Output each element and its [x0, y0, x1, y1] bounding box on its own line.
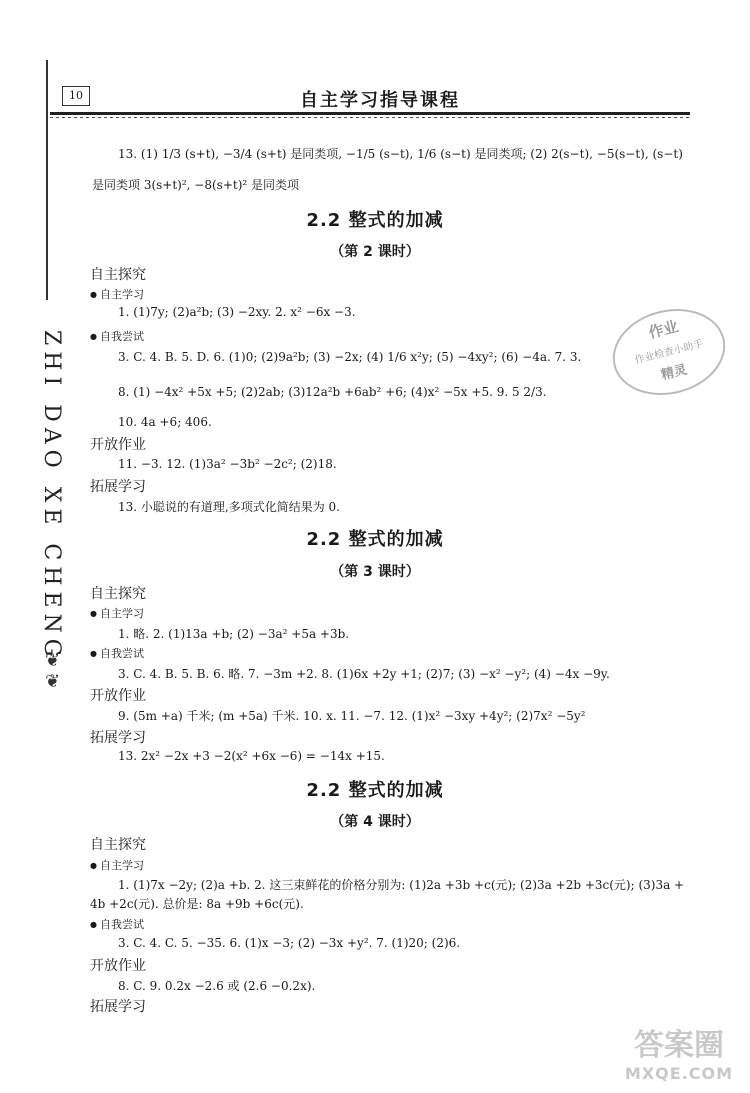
answer-line: 13. (1) 1/3 (s+t), −3/4 (s+t) 是同类项, −1/5 (s−t), 1/6 (s−t) 是同类项; (2) 2(s−t), −5(s−t), (s−t) [118, 147, 683, 161]
lesson-title: 2.2 整式的加减 [306, 210, 444, 231]
lesson-subtitle: （第 2 课时） [330, 244, 420, 260]
subsection-heading: ● 自主学习 [90, 605, 144, 621]
answer-line: 1. (1)7y; (2)a²b; (3) −2xy. 2. x² −6x −3. [118, 305, 356, 319]
lesson-subtitle: （第 4 课时） [330, 814, 420, 830]
stamp-line: 精灵 [659, 362, 689, 384]
ornament-icon: ❦❦ [42, 650, 63, 692]
watermark [614, 1020, 744, 1083]
margin-rule [46, 60, 48, 300]
answer-line: 1. (1)7x −2y; (2)a +b. 2. 这三束鲜花的价格分别为: (1)2a +3b +c(元); (2)3a +2b +3c(元); (3)3a + [118, 878, 685, 892]
section-heading: 拓展学习 [90, 730, 146, 746]
section-heading: 自主探究 [90, 267, 146, 283]
section-heading: 自主探究 [90, 837, 146, 853]
subsection-heading: ● 自主学习 [90, 857, 144, 873]
homework-stamp [604, 297, 735, 406]
watermark-line: 答案圈 [634, 1028, 724, 1063]
lesson-title: 2.2 整式的加减 [306, 780, 444, 801]
answer-line: 是同类项 3(s+t)², −8(s+t)² 是同类项 [92, 178, 300, 192]
answer-line: 4b +2c(元). 总价是: 8a +9b +6c(元). [90, 897, 304, 911]
answer-line: 8. C. 9. 0.2x −2.6 或 (2.6 −0.2x). [118, 979, 316, 993]
answer-line: 3. C. 4. B. 5. D. 6. (1)0; (2)9a²b; (3) −2x; (4) 1/6 x²y; (5) −4xy²; (6) −4a. 7. 3. [118, 350, 582, 364]
subsection-heading: ● 自我尝试 [90, 645, 144, 661]
answer-line: 8. (1) −4x² +5x +5; (2)2ab; (3)12a²b +6ab² +6; (4)x² −5x +5. 9. 5 2/3. [118, 385, 547, 399]
answer-line: 13. 小聪说的有道理,多项式化简结果为 0. [118, 500, 340, 514]
stamp-line: 作业 [646, 317, 681, 343]
page-number: 10 [62, 86, 90, 106]
section-heading: 拓展学习 [90, 999, 146, 1015]
header-rule-dotted [50, 117, 690, 118]
answer-line: 10. 4a +6; 406. [118, 415, 212, 429]
answer-line: 11. −3. 12. (1)3a² −3b² −2c²; (2)18. [118, 457, 337, 471]
section-heading: 开放作业 [90, 958, 146, 974]
answer-line: 9. (5m +a) 千米; (m +5a) 千米. 10. x. 11. −7. 12. (1)x² −3xy +4y²; (2)7x² −5y² [118, 709, 586, 723]
section-heading: 开放作业 [90, 688, 146, 704]
stamp-line: 作业检查小助手 [633, 338, 705, 367]
subsection-heading: ● 自我尝试 [90, 916, 144, 932]
answer-line: 3. C. 4. B. 5. B. 6. 略. 7. −3m +2. 8. (1)6x +2y +1; (2)7; (3) −x² −y²; (4) −4x −9y. [118, 667, 610, 681]
side-text: ZHI DAO XE CHENG [39, 330, 64, 663]
header-title: 自主学习指导课程 [300, 90, 460, 111]
lesson-subtitle: （第 3 课时） [330, 564, 420, 580]
answer-line: 13. 2x² −2x +3 −2(x² +6x −6) = −14x +15. [118, 749, 385, 763]
subsection-heading: ● 自主学习 [90, 286, 144, 302]
watermark-line: MXQE.COM [624, 1064, 734, 1083]
section-heading: 拓展学习 [90, 479, 146, 495]
section-heading: 开放作业 [90, 437, 146, 453]
answer-line: 3. C. 4. C. 5. −35. 6. (1)x −3; (2) −3x +y². 7. (1)20; (2)6. [118, 936, 461, 950]
header-rule [50, 112, 690, 115]
answer-line: 1. 略. 2. (1)13a +b; (2) −3a² +5a +3b. [118, 627, 350, 641]
lesson-title: 2.2 整式的加减 [306, 529, 444, 550]
section-heading: 自主探究 [90, 586, 146, 602]
subsection-heading: ● 自我尝试 [90, 328, 144, 344]
